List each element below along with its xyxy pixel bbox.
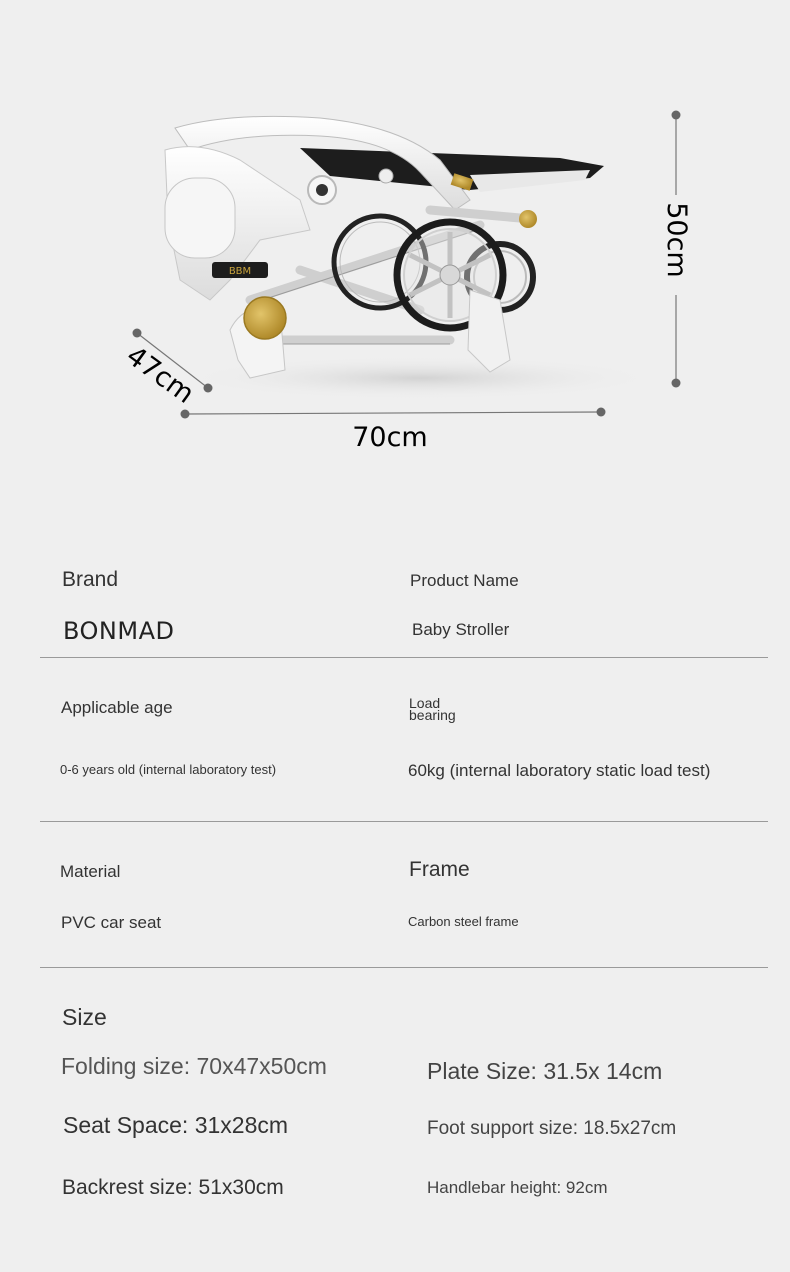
divider (40, 821, 768, 822)
product-image (0, 0, 790, 500)
handlebar-height: Handlebar height: 92cm (427, 1178, 608, 1197)
wheel-housing (165, 178, 235, 258)
height-dimension-label: 50cm (661, 202, 692, 278)
load-bearing-label-line1: Load (409, 695, 441, 711)
load-bearing-label-line2: bearing (409, 707, 456, 723)
foot-support-size: Foot support size: 18.5x27cm (427, 1118, 677, 1139)
brand-value: BONMAD (63, 617, 175, 645)
material-value: PVC car seat (61, 913, 162, 932)
material-label: Material (60, 862, 121, 881)
logo-text: BBM (228, 266, 252, 277)
width-dimension-label: 70cm (352, 422, 428, 453)
divider (40, 967, 768, 968)
seat-space: Seat Space: 31x28cm (63, 1112, 289, 1138)
gold-knob-main (244, 297, 286, 339)
load-bearing-value: 60kg (internal laboratory static load test) (408, 761, 711, 780)
gold-knob-end (519, 210, 537, 228)
product-name-label: Product Name (410, 571, 519, 590)
frame-value: Carbon steel frame (408, 914, 519, 929)
divider (40, 657, 768, 658)
folding-size: Folding size: 70x47x50cm (61, 1053, 327, 1079)
backrest-size: Backrest size: 51x30cm (62, 1176, 284, 1199)
depth-dimension-label: 47cm (120, 340, 200, 410)
size-title: Size (62, 1004, 107, 1030)
brand-label: Brand (62, 568, 119, 591)
frame-label: Frame (409, 858, 470, 881)
plate-size: Plate Size: 31.5x 14cm (427, 1058, 663, 1084)
applicable-age-label: Applicable age (61, 698, 173, 717)
product-name-value: Baby Stroller (412, 620, 510, 639)
applicable-age-value: 0-6 years old (internal laboratory test) (60, 762, 277, 777)
